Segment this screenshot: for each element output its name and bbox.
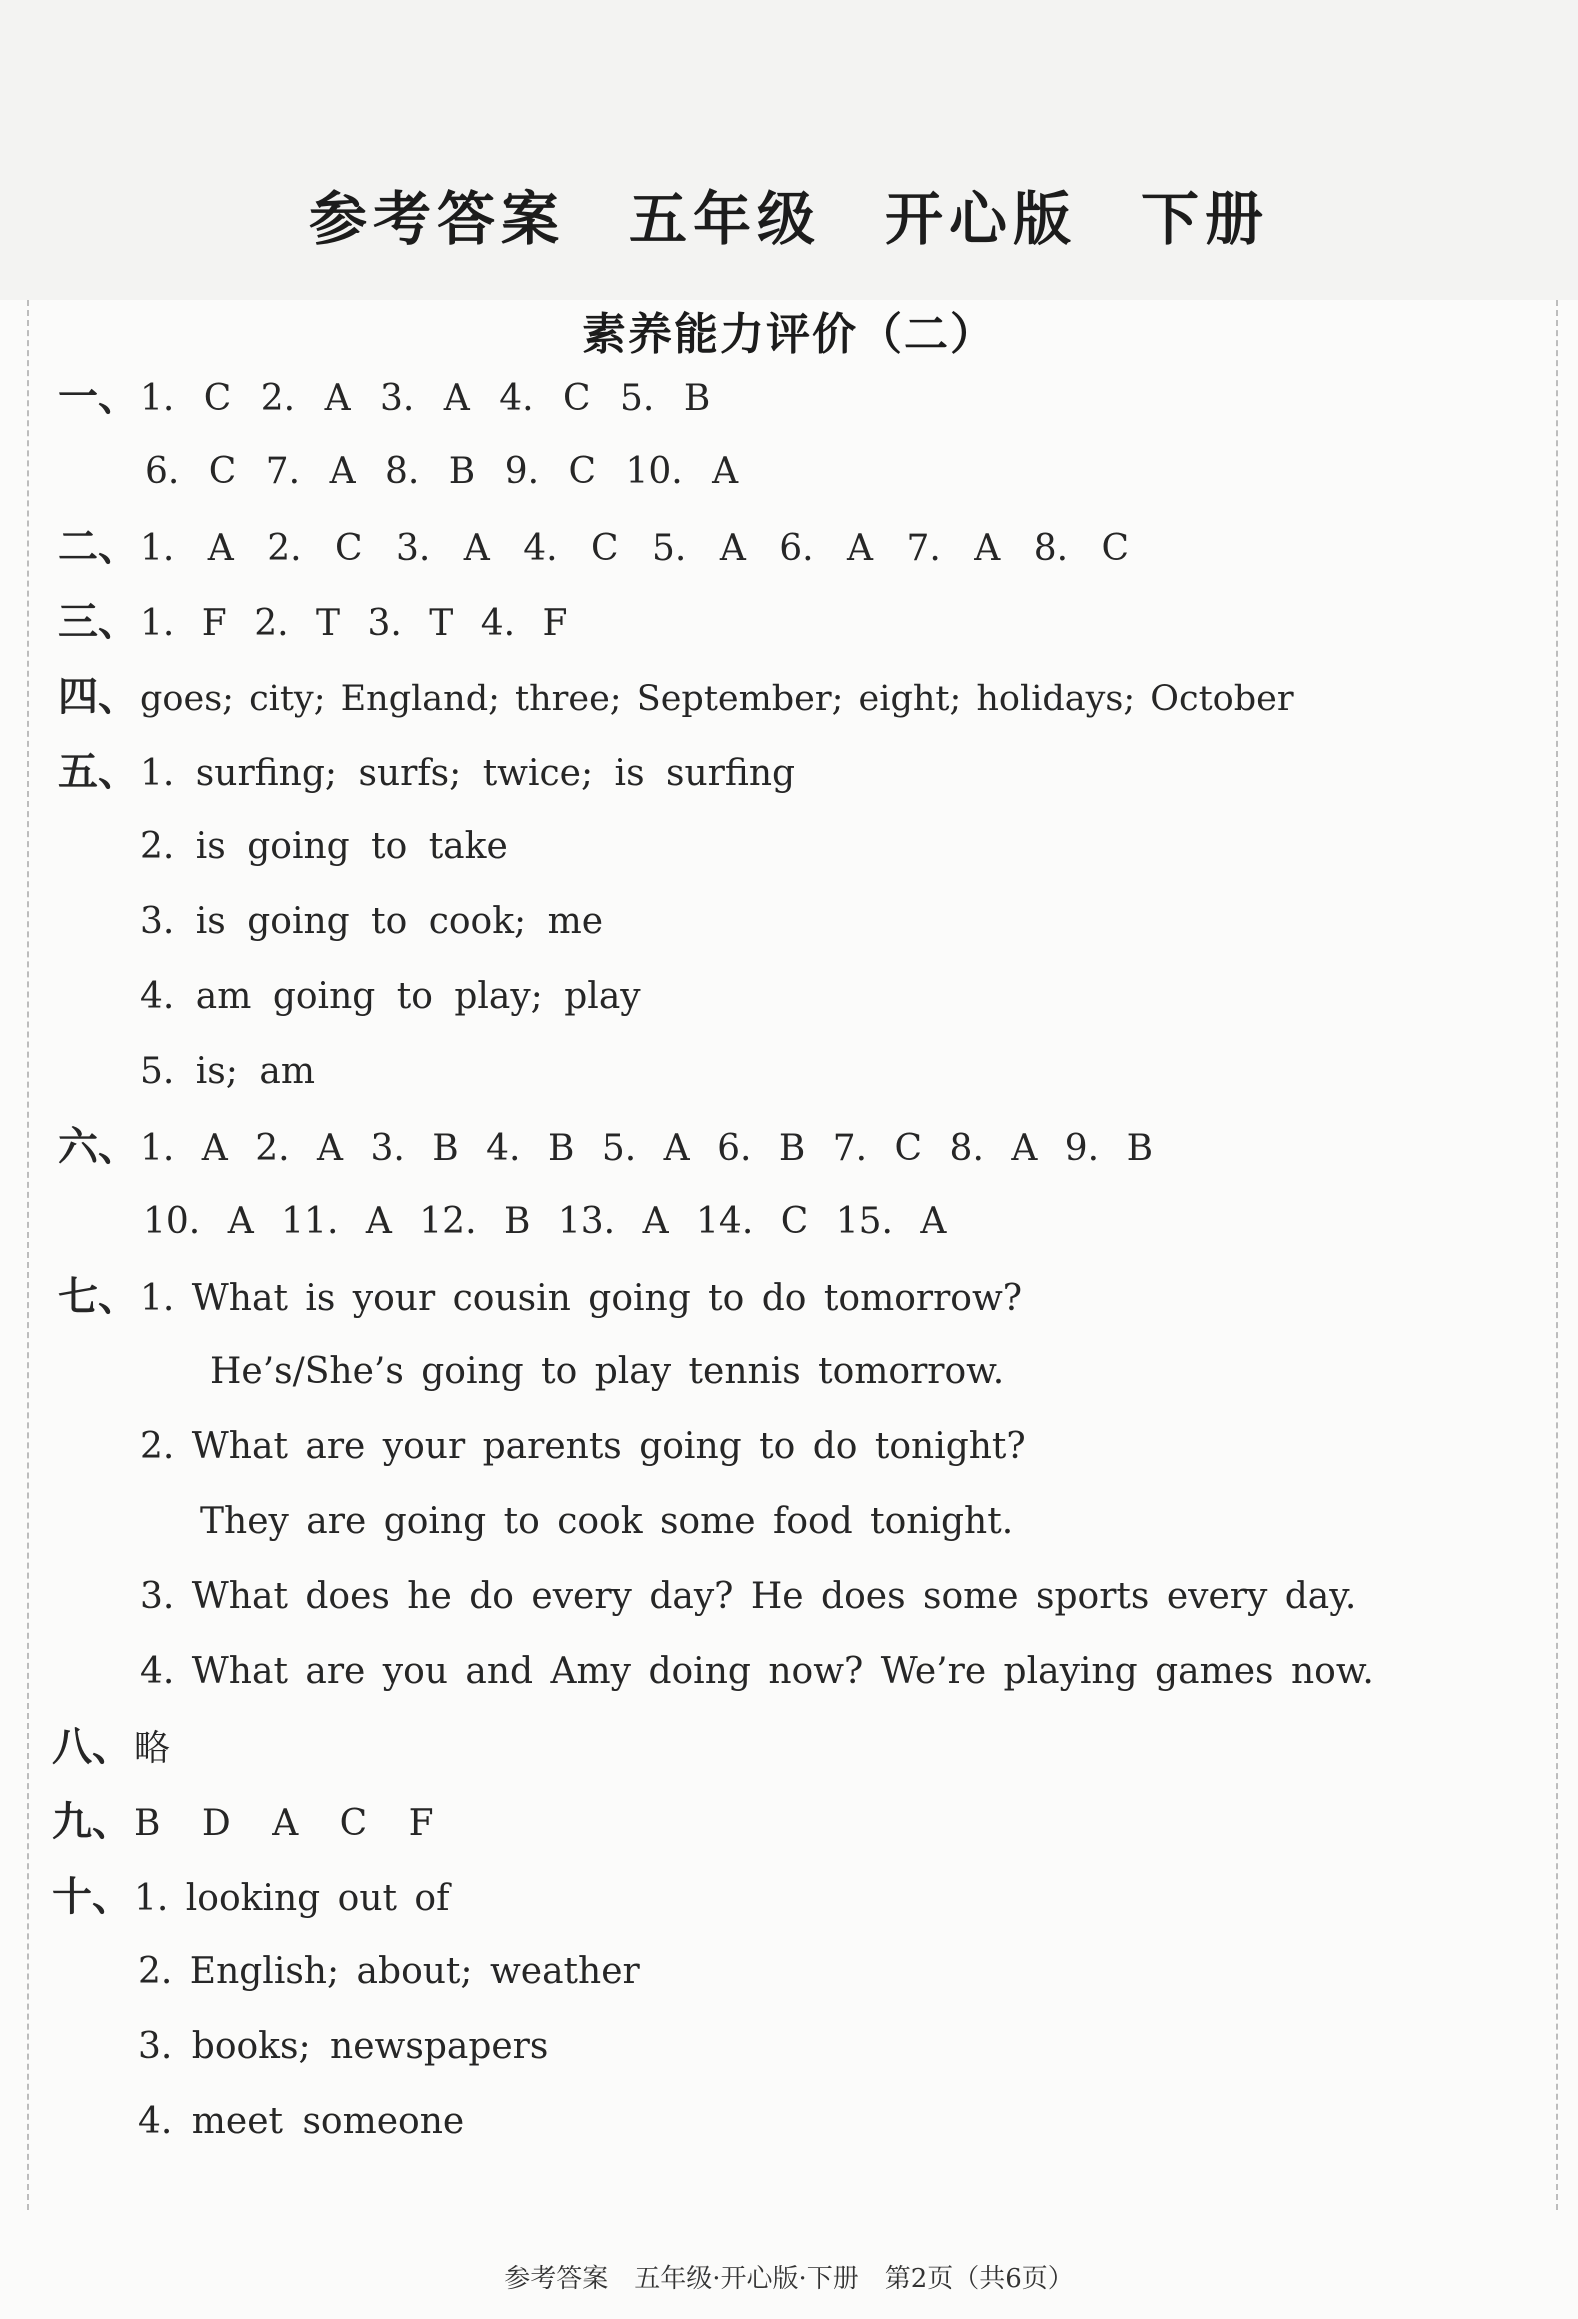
answer-text: 1. surfing; surfs; twice; is surfing xyxy=(140,753,796,794)
page-title: 参考答案 五年级 开心版 下册 xyxy=(308,185,1269,253)
answer-line xyxy=(58,522,1129,572)
section-label: 九、 xyxy=(52,1798,132,1845)
answer-text: 4. meet someone xyxy=(138,2101,465,2142)
answer-text: 2. is going to take xyxy=(140,826,508,867)
answer-line xyxy=(140,822,508,872)
answer-line xyxy=(140,897,603,947)
section-label: 五、 xyxy=(58,748,138,795)
answer-line xyxy=(58,672,1294,722)
answer-line xyxy=(58,597,567,647)
section-label: 七、 xyxy=(58,1273,138,1320)
answer-text: 3. is going to cook; me xyxy=(140,901,604,942)
answer-line xyxy=(140,1647,1374,1697)
section-subtitle: 素养能力评价（二） xyxy=(582,309,996,360)
answer-line xyxy=(138,2097,464,2147)
answer-line xyxy=(210,1347,1004,1397)
answer-text: 4. What are you and Amy doing now? We’re playing games now. xyxy=(140,1651,1374,1692)
answer-line xyxy=(52,1872,449,1922)
answer-line xyxy=(140,1572,1356,1622)
answer-text: 2. English; about; weather xyxy=(138,1951,640,1992)
answer-text: They are going to cook some food tonight. xyxy=(200,1501,1014,1542)
answer-text: 1. A 2. A 3. B 4. B 5. A 6. B 7. C 8. A 9. B xyxy=(140,1128,1154,1169)
answer-text: goes; city; England; three; September; eight; holidays; October xyxy=(140,679,1294,719)
answer-line xyxy=(140,972,641,1022)
answer-text: He’s/She’s going to play tennis tomorrow. xyxy=(210,1351,1005,1392)
answer-text: 1. What is your cousin going to do tomorrow? xyxy=(140,1278,1023,1319)
answer-text: 1. A 2. C 3. A 4. C 5. A 6. A 7. A 8. C xyxy=(140,528,1130,569)
answer-line xyxy=(138,2022,548,2072)
answer-line xyxy=(52,1722,170,1772)
answer-text: B D A C F xyxy=(134,1803,434,1844)
section-label: 八、 xyxy=(52,1723,132,1770)
answer-text: 3. What does he do every day? He does some sports every day. xyxy=(140,1576,1357,1617)
answer-line xyxy=(138,1947,640,1997)
answer-line xyxy=(200,1497,1013,1547)
page-footer: 参考答案 五年级·开心版·下册 第2页（共6页） xyxy=(504,2264,1074,2294)
answer-text: 1. C 2. A 3. A 4. C 5. B xyxy=(140,378,711,419)
answer-text: 4. am going to play; play xyxy=(140,976,641,1017)
answer-line xyxy=(52,1797,434,1847)
answer-text: 10. A 11. A 12. B 13. A 14. C 15. A xyxy=(143,1201,947,1242)
answer-line xyxy=(58,372,710,422)
answer-text: 2. What are your parents going to do tonight? xyxy=(140,1426,1026,1467)
answer-text: 5. is; am xyxy=(140,1051,315,1092)
answer-text: 3. books; newspapers xyxy=(138,2026,549,2067)
answer-line xyxy=(140,1422,1026,1472)
answer-line xyxy=(58,747,795,797)
answer-line xyxy=(140,1047,315,1097)
answer-text: 6. C 7. A 8. B 9. C 10. A xyxy=(145,451,739,492)
answer-line xyxy=(58,1272,1022,1322)
section-label: 六、 xyxy=(58,1123,138,1170)
section-label: 一、 xyxy=(58,373,138,420)
section-label: 二、 xyxy=(58,523,138,570)
answer-text: 1. looking out of xyxy=(134,1878,450,1919)
section-label: 十、 xyxy=(52,1873,132,1920)
answer-line xyxy=(145,447,738,497)
answer-text: 略 xyxy=(134,1728,171,1769)
section-label: 四、 xyxy=(58,673,138,720)
answer-text: 1. F 2. T 3. T 4. F xyxy=(140,603,568,644)
section-label: 三、 xyxy=(58,598,138,645)
answer-line xyxy=(143,1197,946,1247)
answer-line xyxy=(58,1122,1153,1172)
